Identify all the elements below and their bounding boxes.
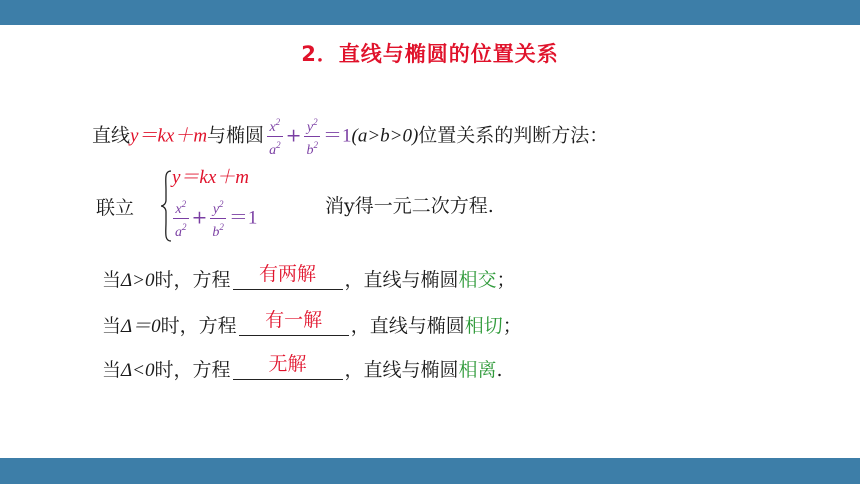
footer-bar xyxy=(0,458,860,484)
system-equals: ＝1 xyxy=(228,207,258,229)
case-mid: 时，方程 xyxy=(160,315,237,337)
case-end: ； xyxy=(502,315,522,337)
answer-blank xyxy=(233,263,343,290)
fraction-x: $\frac{x^2}{a^2}$ xyxy=(267,114,283,159)
text-mid: 与椭圆 xyxy=(207,124,265,147)
equals-one: ＝1 xyxy=(322,125,352,147)
case-result: 相交 xyxy=(458,269,497,291)
case-tail: ，直线与椭圆 xyxy=(350,315,465,337)
fraction-y: $\frac{y^2}{b^2}$ xyxy=(304,114,320,159)
condition: (a>b>0) xyxy=(351,125,419,147)
case-result: 相离 xyxy=(458,359,497,381)
header-bar xyxy=(0,0,860,25)
text-prefix: 直线 xyxy=(92,124,131,147)
case-condition: Δ<0 xyxy=(121,360,155,381)
system-label: 联立 xyxy=(96,197,135,219)
case-row xyxy=(102,311,522,338)
system-eq1: y＝kx＋m xyxy=(172,167,250,188)
case-condition: Δ＝0 xyxy=(121,316,161,337)
case-prefix: 当 xyxy=(102,315,122,337)
system-fraction-y: $\frac{y^2}{b^2}$ xyxy=(210,196,226,241)
case-end: . xyxy=(496,359,503,381)
method-line xyxy=(92,114,608,159)
system-fraction-x: $\frac{x^2}{a^2}$ xyxy=(173,196,189,241)
system-note: 消y得一元二次方程. xyxy=(325,195,494,217)
system-plus: + xyxy=(191,206,208,229)
text-suffix: 位置关系的判断方法： xyxy=(418,124,609,147)
case-row xyxy=(102,265,516,292)
answer-blank xyxy=(239,309,349,336)
system-eq2 xyxy=(170,196,257,241)
case-end: ； xyxy=(496,269,516,291)
slide-title: 2．直线与椭圆的位置关系 xyxy=(301,42,559,66)
plus-sign: + xyxy=(285,124,302,147)
case-condition: Δ>0 xyxy=(121,270,155,291)
answer-text: 有一解 xyxy=(265,309,323,331)
case-mid: 时，方程 xyxy=(154,269,231,291)
case-prefix: 当 xyxy=(102,269,122,291)
case-mid: 时，方程 xyxy=(154,359,231,381)
answer-text: 有两解 xyxy=(259,263,317,285)
case-result: 相切 xyxy=(464,315,503,337)
answer-blank xyxy=(233,353,343,380)
answer-text: 无解 xyxy=(268,353,307,375)
case-prefix: 当 xyxy=(102,359,122,381)
case-tail: ，直线与椭圆 xyxy=(344,269,459,291)
case-row xyxy=(102,355,503,382)
case-tail: ，直线与椭圆 xyxy=(344,359,459,381)
line-equation: y＝kx＋m xyxy=(130,125,208,147)
